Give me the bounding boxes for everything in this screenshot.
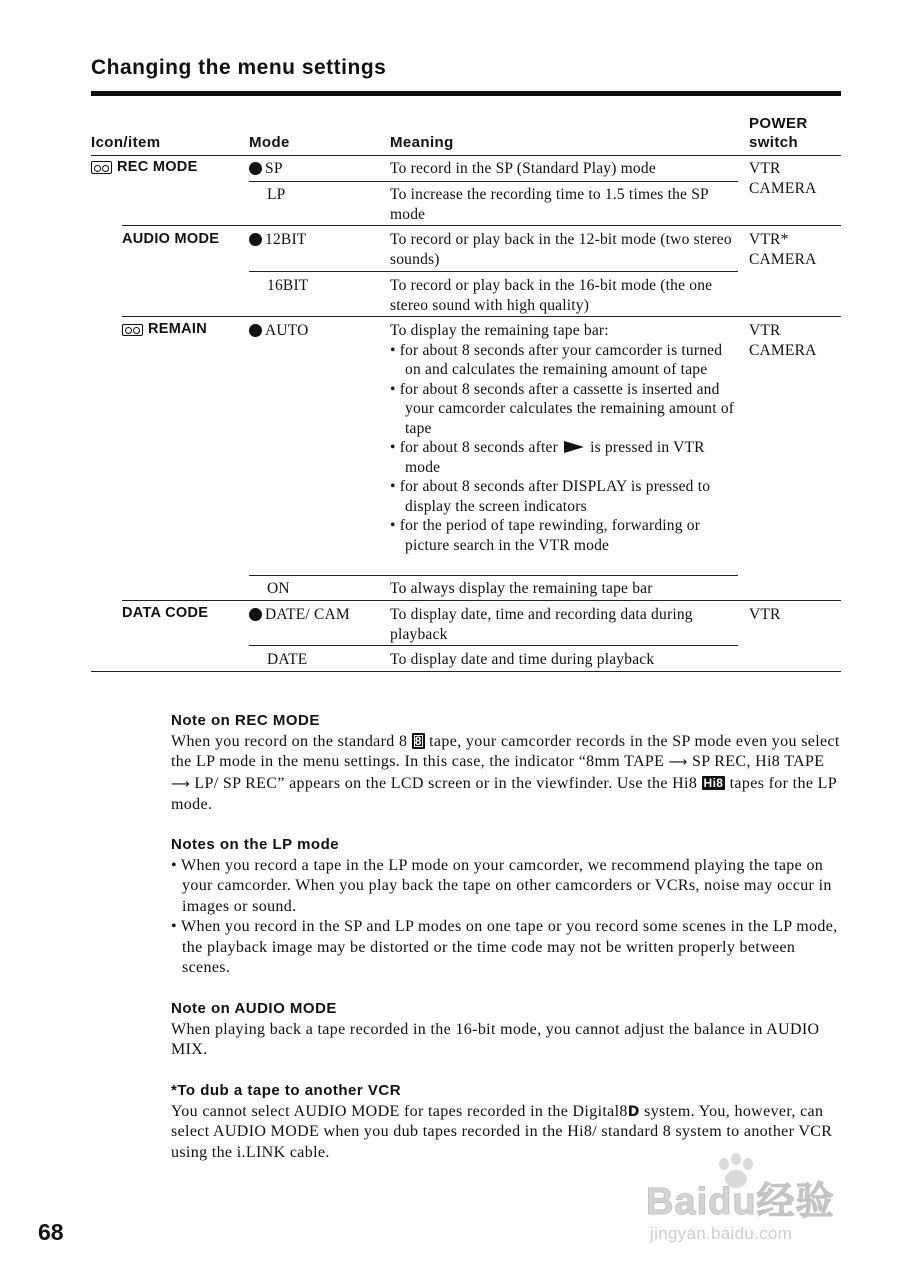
power-line2: CAMERA <box>749 341 817 359</box>
power-line1: VTR* <box>749 231 789 248</box>
hi8-logo-icon: Hi8 <box>703 775 724 790</box>
mode-16bit: 16BIT <box>267 277 309 294</box>
power-line2: CAMERA <box>749 250 817 268</box>
header-power-line1: POWER <box>749 115 808 132</box>
mode-date: DATE <box>267 651 308 668</box>
power-data-code <box>749 605 781 625</box>
meaning-date-cam: To display date, time and recording data during playback <box>390 606 693 643</box>
header-power-switch <box>749 114 808 152</box>
header-icon-item: Icon/item <box>91 134 161 151</box>
default-dot-icon <box>249 608 262 621</box>
list-item: • When you record a tape in the LP mode on your camcorder, we recommend playing the tape on your camcorder. When you play back the tape on other camcorders or VCRs, noise may occur in images or sound. <box>171 856 841 917</box>
meaning-sp: To record in the SP (Standard Play) mode <box>390 160 656 177</box>
mode-lp: LP <box>267 186 286 203</box>
power-line1: VTR <box>749 322 781 339</box>
item-remain-label: REMAIN <box>148 321 207 337</box>
note-audio-mode-heading: Note on AUDIO MODE <box>171 1000 337 1017</box>
item-data-code: DATA CODE <box>122 605 209 621</box>
note-rec-mode-p1: When you record on the standard 8 <box>171 733 408 750</box>
note-rec-mode-p5: tapes for the LP mode. <box>171 774 837 814</box>
row-divider <box>249 575 738 576</box>
item-remain <box>122 320 207 339</box>
power-line1: VTR <box>749 606 781 623</box>
mode-sp <box>249 159 283 179</box>
row-divider <box>249 181 738 182</box>
list-item: • for about 8 seconds after your camcorder is turned on and calculates the remaining amount of tape <box>390 341 735 380</box>
list-item: • for the period of tape rewinding, forwarding or picture search in the VTR mode <box>390 516 735 555</box>
header-mode: Mode <box>249 134 290 151</box>
item-rec-mode <box>91 158 198 177</box>
mode-on: ON <box>267 580 290 597</box>
table-bottom-rule <box>91 671 841 672</box>
note-rec-mode-p4: LP/ SP REC” appears on the LCD screen or in the viewfinder. Use the Hi8 <box>194 774 698 792</box>
list-item: • When you record in the SP and LP modes on one tape or you record some scenes in the LP mode, the playback image may be distorted or the time code may not be written properly between scenes. <box>171 917 841 978</box>
digital8-logo-icon: D <box>627 1104 640 1120</box>
power-remain <box>749 321 817 360</box>
note-dub-p1: You cannot select AUDIO MODE for tapes recorded in the Digital8 <box>171 1103 628 1120</box>
meaning-on: To always display the remaining tape bar <box>390 580 653 597</box>
meaning-auto-bullets <box>390 341 735 556</box>
default-dot-icon <box>249 233 262 246</box>
row-divider <box>122 316 841 317</box>
mode-auto <box>249 321 309 341</box>
tape-icon <box>91 161 112 174</box>
meaning-auto-intro: To display the remaining tape bar: <box>390 322 609 339</box>
note-rec-mode-text <box>171 732 841 816</box>
mode-date-cam <box>249 605 350 625</box>
note-dub-heading: *To dub a tape to another VCR <box>171 1082 402 1099</box>
row-divider <box>249 271 738 272</box>
note-rec-mode-p2: tape, your camcorder records in the SP mode even you select the LP mode in the menu settings. In this case, the indicator “8mm TAPE <box>171 733 840 771</box>
table-header-rule <box>91 155 841 156</box>
row-divider <box>122 600 841 601</box>
default-dot-icon <box>249 324 262 337</box>
arrow-right-icon: ⟶ <box>171 776 190 792</box>
mode-sp-label: SP <box>265 160 283 177</box>
note-lp-mode-list <box>171 856 841 978</box>
item-rec-mode-label: REC MODE <box>117 159 198 175</box>
eight-mm-logo-icon: 8 <box>412 733 425 749</box>
meaning-12bit: To record or play back in the 12-bit mode (two stereo sounds) <box>390 231 732 268</box>
meaning-16bit: To record or play back in the 16-bit mode (the one stereo sound with high quality) <box>390 277 713 314</box>
note-rec-mode-heading: Note on REC MODE <box>171 712 320 729</box>
header-power-line2: switch <box>749 134 799 151</box>
note-rec-mode-p3: SP REC, Hi8 TAPE <box>691 753 825 771</box>
default-dot-icon <box>249 162 262 175</box>
list-item: • for about 8 seconds after a cassette is inserted and your camcorder calculates the remaining amount of tape <box>390 380 735 439</box>
power-rec-mode <box>749 159 817 198</box>
meaning-date: To display date and time during playback <box>390 651 655 668</box>
page-title: Changing the menu settings <box>91 56 387 79</box>
mode-auto-label: AUTO <box>265 322 309 339</box>
play-icon <box>564 441 584 453</box>
note-lp-mode-heading: Notes on the LP mode <box>171 836 340 853</box>
item-audio-mode: AUDIO MODE <box>122 231 220 247</box>
meaning-lp: To increase the recording time to 1.5 times the SP mode <box>390 186 709 223</box>
power-line1: VTR <box>749 160 781 177</box>
meaning-auto <box>390 321 735 555</box>
title-rule <box>91 91 841 96</box>
watermark-brand: Baidu经验 <box>646 1181 835 1223</box>
watermark-url: jingyan.baidu.com <box>650 1224 793 1243</box>
tape-icon <box>122 324 143 336</box>
power-audio-mode <box>749 230 817 269</box>
row-divider <box>249 645 738 646</box>
list-item <box>390 438 735 477</box>
mode-12bit <box>249 230 306 250</box>
header-meaning: Meaning <box>390 134 454 151</box>
note-dub-p2: system. You, however, can select AUDIO MODE when you dub tapes recorded in the Hi8/ standard 8 system to another VCR using the i.LINK cable. <box>171 1103 833 1161</box>
mode-date-cam-label: DATE/ CAM <box>265 606 350 623</box>
power-line2: CAMERA <box>749 179 817 197</box>
bullet-play-before: for about 8 seconds after <box>399 439 558 456</box>
list-item: • for about 8 seconds after DISPLAY is pressed to display the screen indicators <box>390 477 735 516</box>
watermark <box>646 1152 846 1272</box>
arrow-right-icon: ⟶ <box>668 755 688 771</box>
bullet-play-after: is pressed in VTR mode <box>405 439 705 476</box>
page-number: 68 <box>38 1219 64 1245</box>
mode-12bit-label: 12BIT <box>265 231 307 248</box>
row-divider <box>122 225 841 226</box>
note-audio-mode-text: When playing back a tape recorded in the 16-bit mode, you cannot adjust the balance in AUDIO MIX. <box>171 1021 820 1059</box>
